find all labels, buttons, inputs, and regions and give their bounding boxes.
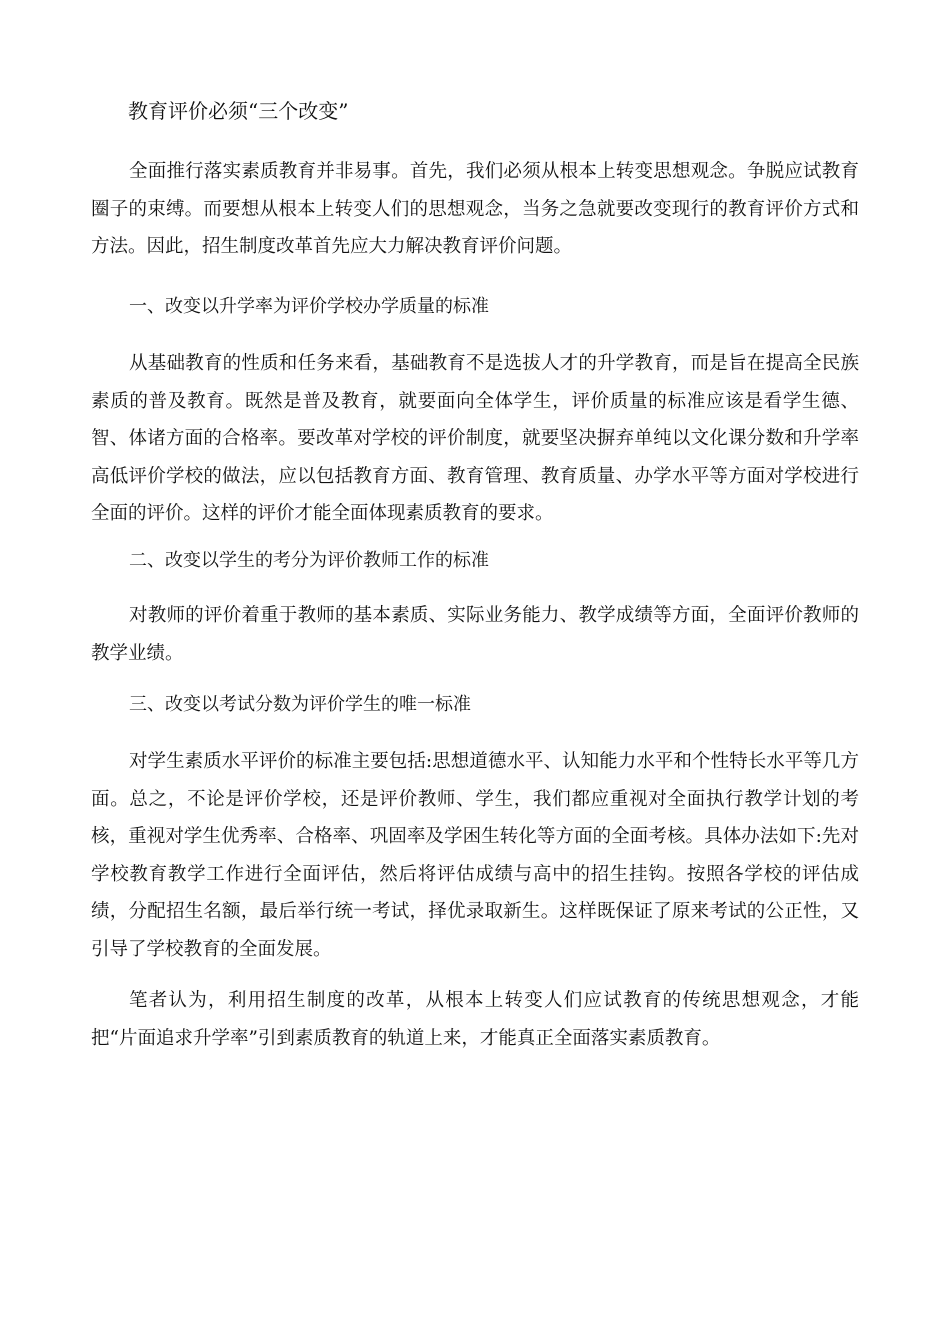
section-3-paragraph: 对学生素质水平评价的标准主要包括:思想道德水平、认知能力水平和个性特长水平等几方面。总之，不论是评价学校，还是评价教师、学生，我们都应重视对全面执行教学计划的考核，重视对学生优秀率、合格率、巩固率及学困生转化等方面的全面考核。具体办法如下:先对学校教育教学工作进行全面评估，然后将评估成绩与高中的招生挂钩。按照各学校的评估成绩，分配招生名额，最后举行统一考试，择优录取新生。这样既保证了原来考试的公正性，又引导了学校教育的全面发展。 bbox=[91, 751, 859, 960]
section-2-heading: 二、改变以学生的考分为评价教师工作的标准 bbox=[129, 550, 489, 571]
section-2-paragraph: 对教师的评价着重于教师的基本素质、实际业务能力、教学成绩等方面，全面评价教师的教学业绩。 bbox=[91, 605, 859, 664]
conclusion-paragraph: 笔者认为，利用招生制度的改革，从根本上转变人们应试教育的传统思想观念，才能把“片面追求升学率”引到素质教育的轨道上来，才能真正全面落实素质教育。 bbox=[91, 990, 859, 1049]
document-title: 教育评价必须“三个改变” bbox=[128, 99, 349, 123]
section-1-paragraph: 从基础教育的性质和任务来看，基础教育不是选拔人才的升学教育，而是旨在提高全民族素质的普及教育。既然是普及教育，就要面向全体学生，评价质量的标准应该是看学生德、智、体诸方面的合格率。要改革对学校的评价制度，就要坚决摒弃单纯以文化课分数和升学率高低评价学校的做法，应以包括教育方面、教育管理、教育质量、办学水平等方面对学校进行全面的评价。这样的评价才能全面体现素质教育的要求。 bbox=[91, 353, 859, 524]
section-3-heading: 三、改变以考试分数为评价学生的唯一标准 bbox=[129, 694, 471, 715]
intro-paragraph: 全面推行落实素质教育并非易事。首先，我们必须从根本上转变思想观念。争脱应试教育圈子的束缚。而要想从根本上转变人们的思想观念，当务之急就要改变现行的教育评价方式和方法。因此，招生制度改革首先应大力解决教育评价问题。 bbox=[91, 161, 859, 257]
section-1-heading: 一、改变以升学率为评价学校办学质量的标准 bbox=[129, 296, 489, 317]
